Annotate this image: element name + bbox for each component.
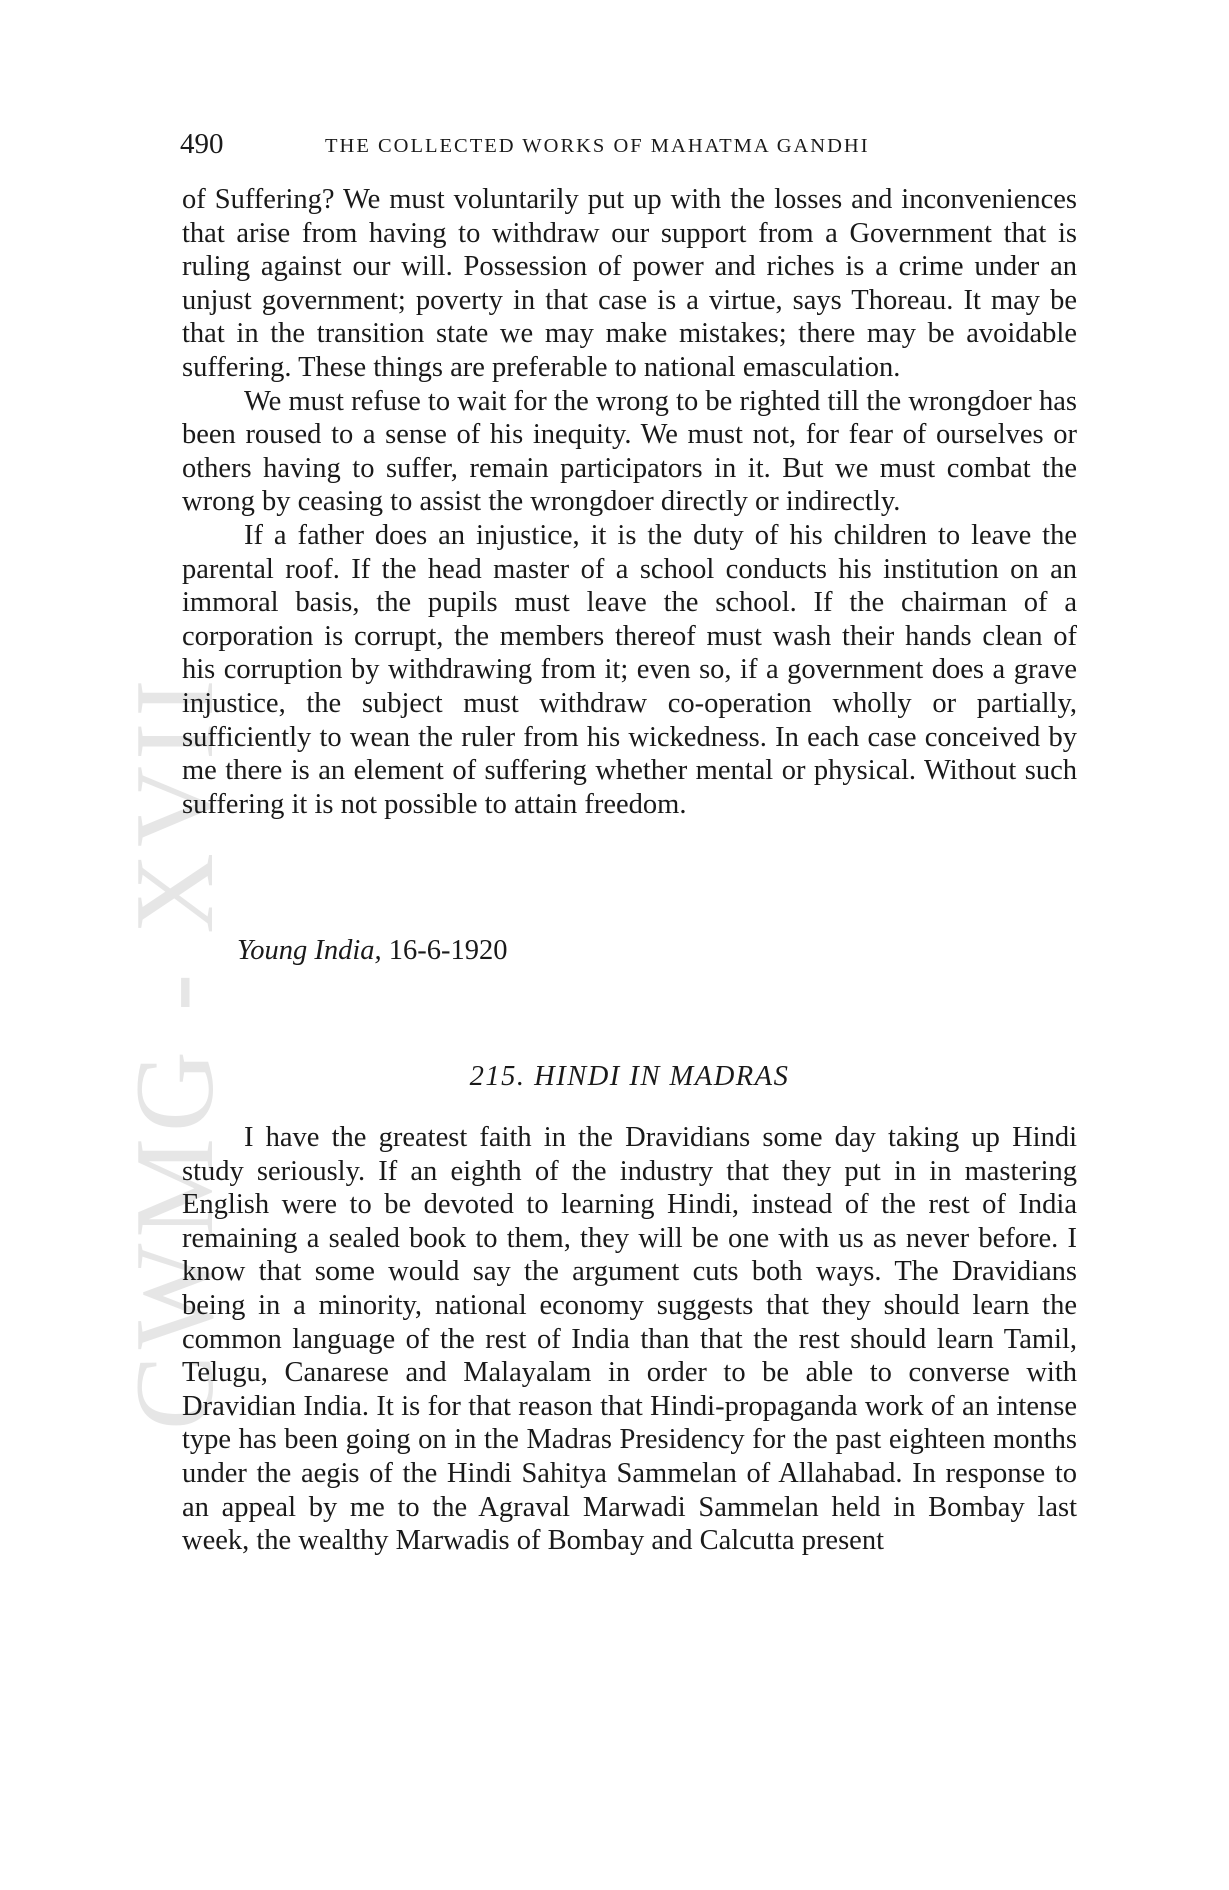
section-title: 215. HINDI IN MADRAS xyxy=(469,1061,790,1092)
watermark-text: CWMG - XVII xyxy=(113,673,237,1430)
paragraph: of Suffering? We must voluntarily put up with the losses and inconveniences that arise from having to withdraw our support from a Government that is ruling against our will. Possession of power and riches is a crime under an unjust government; poverty in that case is a virtue, says Thoreau. It may be that in the transition state we may make mistakes; there may be avoidable suffering. These things are preferable to national emasculation. xyxy=(182,184,1077,383)
page-header xyxy=(180,128,1080,168)
source-publication: Young India, xyxy=(237,935,382,966)
paragraph: I have the greatest faith in the Dravidians some day taking up Hindi study seriously. If an eighth of the industry that they put in in mastering English were to be devoted to learning Hindi, instead of the rest of India remaining a sealed book to them, they will be one with us as never before. I know that some would say the argument cuts both ways. The Dravidians being in a minority, national economy suggests that they should learn the common language of the rest of India than that the rest should learn Tamil, Telugu, Canarese and Malayalam in order to be able to converse with Dravidian India. It is for that reason that Hindi-propaganda work of an intense type has been going on in the Madras Presidency for the past eighteen months under the aegis of the Hindi Sahitya Sammelan of Allahabad. In response to an appeal by me to the Agraval Marwadi Sammelan held in Bombay last week, the wealthy Marwadis of Bombay and Calcutta present xyxy=(182,1122,1077,1557)
running-head: THE COLLECTED WORKS OF MAHATMA GANDHI xyxy=(325,135,870,157)
source-citation xyxy=(237,935,508,967)
text-block-before xyxy=(182,183,1077,821)
source-date: 16-6-1920 xyxy=(388,935,508,966)
paragraph: If a father does an injustice, it is the duty of his children to leave the parental roof. If the head master of a school conducts his institution on an immoral basis, the pupils must leave the school. If the chairman of a corporation is corrupt, the members thereof must wash their hands clean of his corruption by withdrawing from it; even so, if a government does a grave injustice, the subject must withdraw co-operation wholly or partially, sufficiently to wean the ruler from his wickedness. In each case conceived by me there is an element of suffering whether mental or physical. Without such suffering it is not possible to attain freedom. xyxy=(182,519,1077,820)
page-number: 490 xyxy=(180,128,224,160)
text-block-after xyxy=(182,1121,1077,1558)
paragraph: We must refuse to wait for the wrong to be righted till the wrongdoer has been roused to a sense of his inequity. We must not, for fear of ourselves or others having to suffer, remain participators in it. But we must combat the wrong by ceasing to assist the wrongdoer directly or indirectly. xyxy=(182,385,1077,518)
